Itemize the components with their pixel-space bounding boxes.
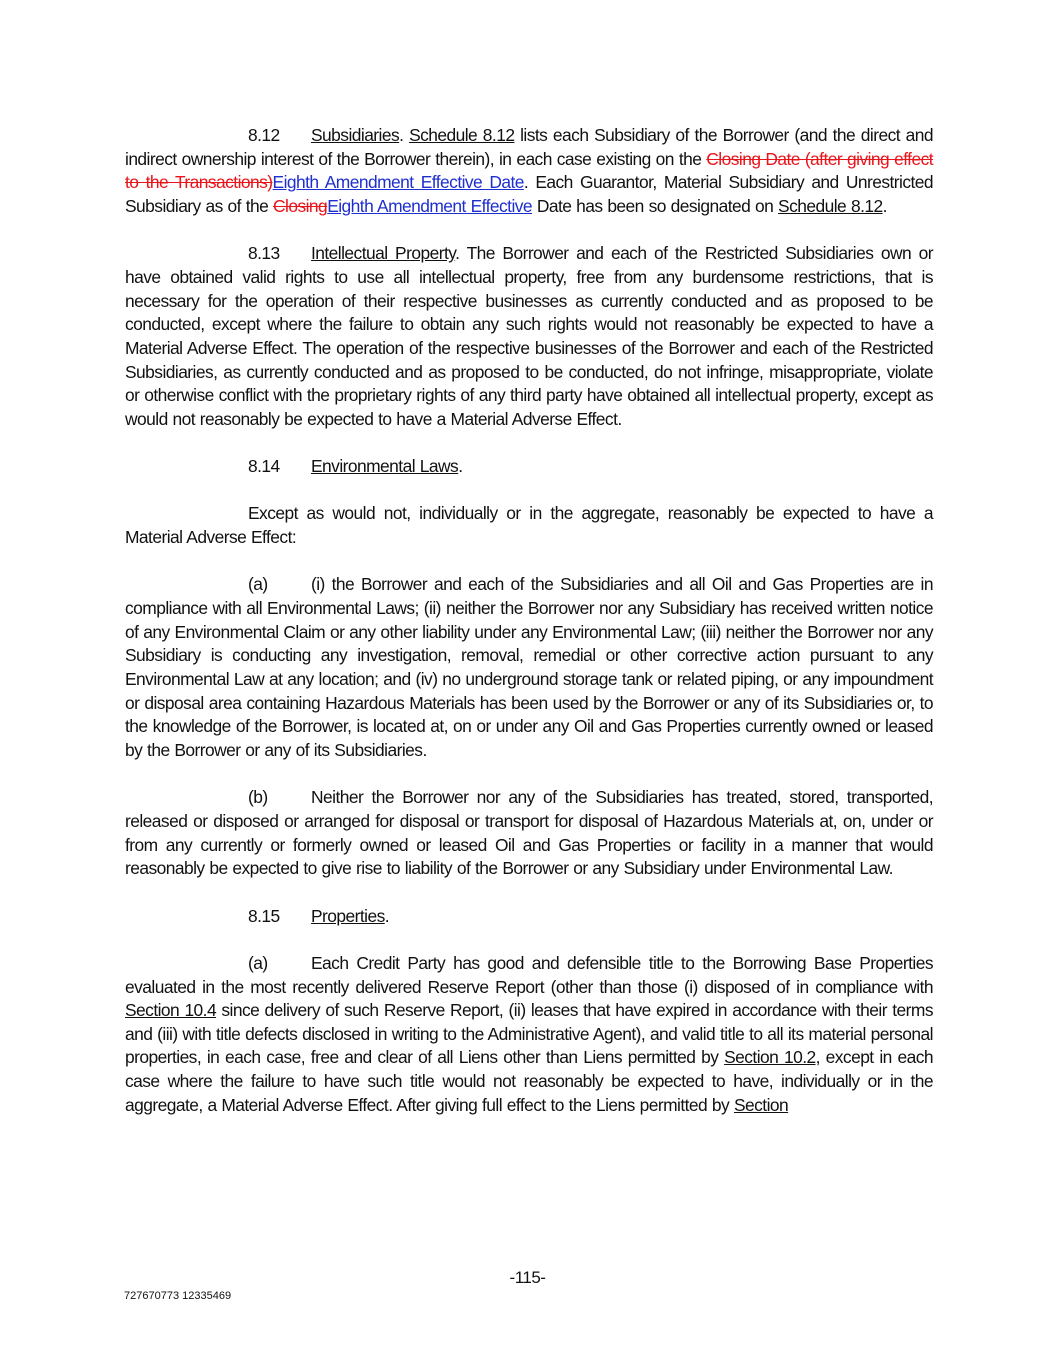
underlined-reference: Subsidiaries [311,125,400,145]
paragraph-sec-8-14-intro [125,502,933,549]
paragraph-sec-8-14 [125,455,933,479]
underlined-reference: Intellectual Property [311,243,456,264]
section-number: (b) [248,787,268,808]
section-number: 8.15 [248,905,280,926]
underlined-reference: Section 10.2, [724,1047,820,1068]
underlined-reference: Section [733,1094,789,1115]
text-run: (i) the Borrower and each of the Subsidiaries and all Oil and Gas Properties are in compliance with all Environmental Laws; (ii) neither the Borrower nor any Subsidiary has received written notice of any Environmental Claim or any other liability under any Environmental Law; (iii) neither the Borrower nor any Subsidiary is conducting any investigation, removal, remedial or other corrective action pursuant to any Environmental Law at any location; and (iv) no underground storage tank or related piping, or any impoundment or disposal area containing Hazardous Materials has been used by the Borrower or any of its Subsidiaries or, to the knowledge of the Borrower, is located at, on or under any Oil and Gas Properties currently owned or leased by the Borrower or any of its Subsidiaries. [125,574,933,760]
text-run: . Each Guarantor, Material Subsidiary and Unrestricted Subsidiary as of the [125,172,934,216]
section-number: 8.13 [248,243,280,264]
underlined-reference: Schedule 8.12 [409,125,515,145]
underlined-reference: Schedule 8.12 [778,195,883,216]
paragraph-sec-8-15-a [125,952,933,1118]
document-body [125,124,933,1141]
text-run: . [399,125,410,145]
document-id: 727670773 12335469 [124,1290,232,1302]
deleted-text: Closing Date (after giving effect to the Transactions) [125,148,934,193]
page-number: -115- [509,1268,546,1287]
section-number: (a) [248,574,268,595]
text-run: . [458,456,463,477]
paragraph-sec-8-14-b [125,786,933,881]
underlined-reference: Properties [311,905,385,926]
section-number: (a) [248,952,268,973]
paragraph-sec-8-12 [125,124,933,219]
paragraph-sec-8-15 [125,905,933,929]
text-run: . [882,195,887,216]
inserted-text: Eighth Amendment Effective [327,195,533,216]
text-run: Except as would not, individually or in the aggregate, reasonably be expected to have a Material Adverse Effect: [125,503,933,548]
text-run: since delivery of such Reserve Report, (ii) leases that have expired in accordance with their terms and (iii) with title defects disclosed in writing to the Administrative Agent), and valid title to all its material personal properties, in each case, free and clear of all Liens other than Liens permitted by [125,1000,933,1068]
underlined-reference: Section 10.4 [125,1000,217,1021]
text-run: except in each case where the failure to have such title would not reasonably be expected to have, individually or in the aggregate, a Material Adverse Effect. After giving full effect to the Liens permitted by [125,1047,934,1115]
inserted-text: Eighth Amendment Effective Date [272,172,524,193]
section-number: 8.12 [248,125,280,145]
text-run: . The Borrower and each of the Restricted Subsidiaries own or have obtained valid rights to use all intellectual property, free from any burdensome restrictions, that is necessary for the operation of their respective businesses as currently conducted and as proposed to be conducted, except where the failure to obtain any such rights would not reasonably be expected to have a Material Adverse Effect. The operation of the respective businesses of the Borrower and each of the Restricted Subsidiaries, as currently conducted and as proposed to be conducted, do not infringe, misappropriate, violate or otherwise conflict with the proprietary rights of any third party have obtained all intellectual property, except as would not reasonably be expected to have a Material Adverse Effect. [125,243,933,429]
text-run: Each Credit Party has good and defensible title to the Borrowing Base Properties evaluated in the most recently delivered Reserve Report (other than those (i) disposed of in compliance with [125,952,933,997]
text-run: Date has been so designated on [532,195,779,216]
text-run: Neither the Borrower nor any of the Subsidiaries has treated, stored, transported, released or disposed or arranged for disposal or transport for disposal of Hazardous Materials at, on, under or from any currently or formerly owned or leased Oil and Gas Properties or facility in a manner that would reasonably be expected to give rise to liability of the Borrower or any Subsidiary under Environmental Law. [125,787,933,879]
deleted-text: Closing [273,195,328,216]
text-run: lists each Subsidiary of the Borrower (and the direct and indirect ownership interest of the Borrower therein), in each case existing on the [125,125,933,169]
text-run: . [384,905,390,926]
paragraph-sec-8-14-a [125,573,933,762]
section-number: 8.14 [248,456,280,477]
paragraph-sec-8-13 [125,242,933,431]
underlined-reference: Environmental Laws [311,456,459,477]
